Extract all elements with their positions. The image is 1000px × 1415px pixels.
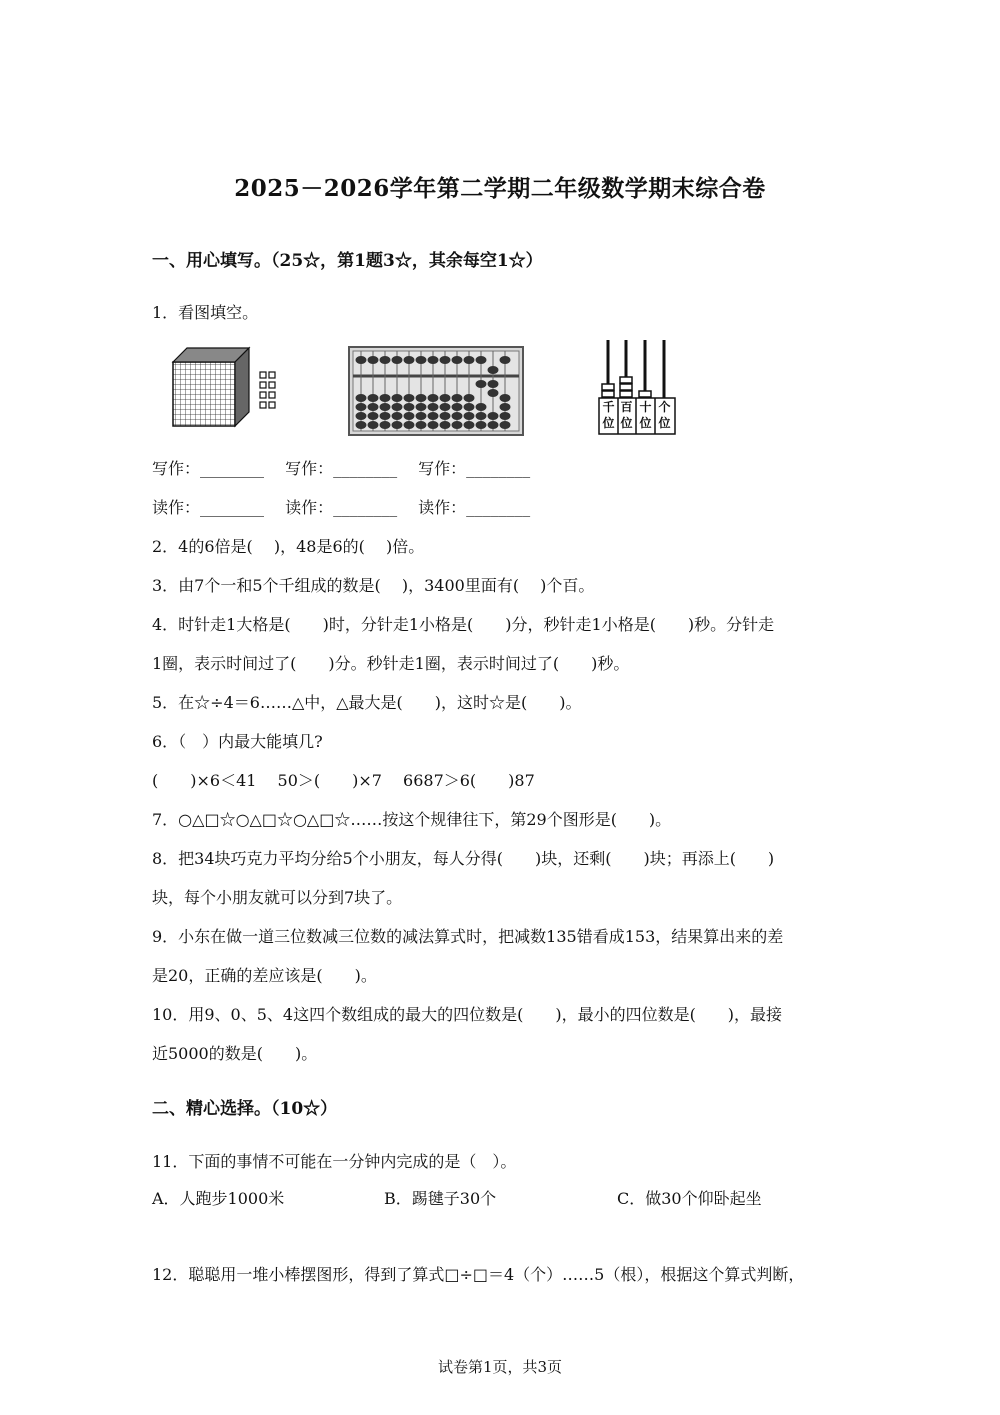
place-label-ones: 个位	[658, 400, 671, 430]
question-3: 3．由7个一和5个千组成的数是( )，3400里面有( )个百。	[152, 576, 595, 595]
page-footer: 试卷第1页，共3页	[437, 1358, 563, 1376]
section-2-heading: 二、精心选择。（10☆）	[152, 1099, 338, 1119]
question-7: 7．○△□☆○△□☆○△□☆……按这个规律往下，第29个图形是( )。	[152, 810, 672, 829]
abacus-figure	[348, 346, 524, 436]
question-9-line-2: 是20，正确的差应该是( )。	[152, 966, 377, 985]
page-title: 2025－2026学年第二学期二年级数学期末综合卷	[234, 175, 766, 202]
question-11: 11．下面的事情不可能在一分钟内完成的是（ ）。	[152, 1152, 517, 1171]
question-1: 1．看图填空。	[152, 303, 259, 322]
question-6-items: ( )×6＜41 50＞( )×7 6687＞6( )87	[152, 771, 535, 790]
section-1-heading: 一、用心填写。（25☆，第1题3☆，其余每空1☆）	[152, 251, 543, 271]
question-11-option-a: A．人跑步1000米	[152, 1189, 285, 1208]
question-9-line-1: 9．小东在做一道三位数减三位数的减法算式时，把减数135错看成153，结果算出来的差	[152, 927, 784, 946]
cube-blocks-figure	[165, 344, 285, 428]
question-11-option-b: B．踢毽子30个	[384, 1189, 497, 1208]
place-label-thousands: 千位	[602, 400, 615, 430]
place-value-rods-figure	[598, 338, 678, 436]
question-10-line-1: 10．用9、0、5、4这四个数组成的最大的四位数是( )，最小的四位数是( )，最接	[152, 1005, 783, 1024]
question-2: 2．4的6倍是( )，48是6的( )倍。	[152, 537, 425, 556]
question-5: 5．在☆÷4＝6……△中，△最大是( )，这时☆是( )。	[152, 693, 582, 712]
question-6: 6．（ ）内最大能填几?	[152, 732, 323, 751]
write-row: 写作：________ 写作：________ 写作：________	[152, 459, 531, 478]
read-row: 读作：________ 读作：________ 读作：________	[152, 498, 531, 517]
question-8-line-2: 块，每个小朋友就可以分到7块了。	[152, 888, 403, 907]
question-12: 12．聪聪用一堆小棒摆图形，得到了算式□÷□＝4（个）……5（根），根据这个算式判断，	[152, 1265, 805, 1284]
question-11-option-c: C．做30个仰卧起坐	[617, 1189, 762, 1208]
question-8-line-1: 8．把34块巧克力平均分给5个小朋友，每人分得( )块，还剩( )块；再添上( )	[152, 849, 775, 868]
question-4-line-1: 4．时针走1大格是( )时，分针走1小格是( )分，秒针走1小格是( )秒。分针走	[152, 615, 775, 634]
question-4-line-2: 1圈，表示时间过了( )分。秒针走1圈，表示时间过了( )秒。	[152, 654, 630, 673]
place-label-hundreds: 百位	[620, 400, 633, 430]
question-10-line-2: 近5000的数是( )。	[152, 1044, 318, 1063]
place-label-tens: 十位	[639, 400, 652, 430]
